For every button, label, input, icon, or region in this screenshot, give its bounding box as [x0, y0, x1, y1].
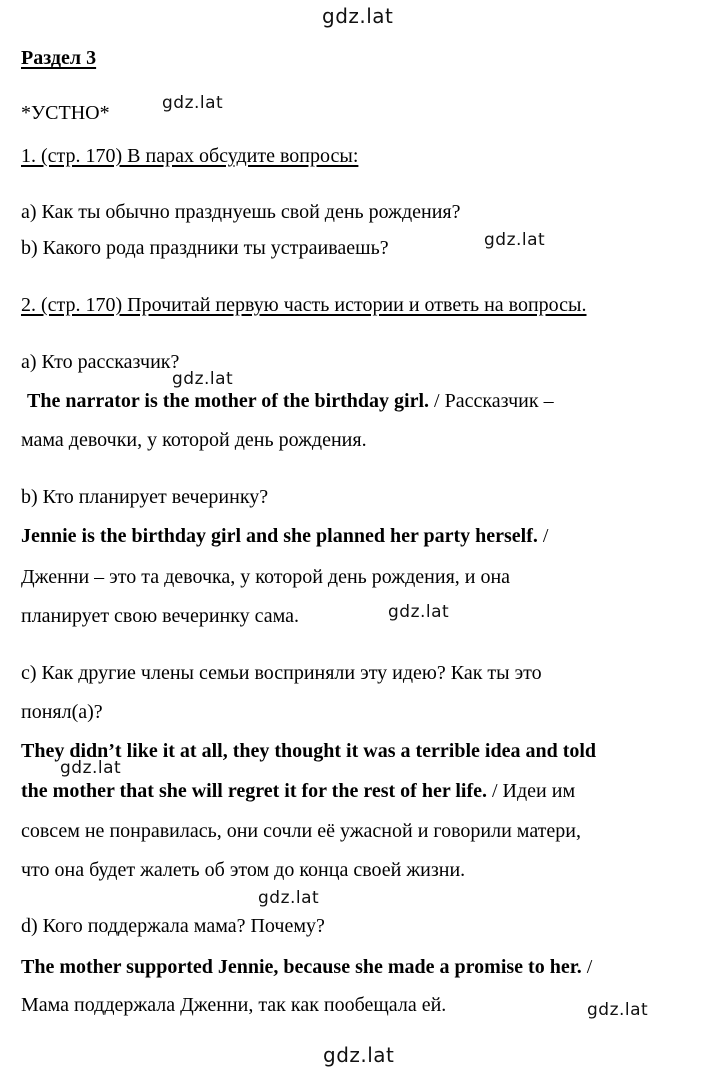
task-2-question-d: d) Кого поддержала мама? Почему? [21, 915, 325, 937]
answer-d-english: The mother supported Jennie, because she made a promise to her. [21, 956, 582, 978]
task-2-answer-a [27, 389, 554, 413]
watermark: gdz.lat [258, 888, 320, 908]
task-2-answer-d-russian: Мама поддержала Дженни, так как пообещала ей. [21, 994, 447, 1016]
task-2-answer-c-english: They didn’t like it at all, they thought it was a terrible idea and told [21, 740, 597, 762]
task-2-answer-a-continued: мама девочки, у которой день рождения. [21, 429, 367, 451]
task-2-heading: 2. (стр. 170) Прочитай первую часть истории и ответь на вопросы. [21, 294, 587, 316]
task-2-answer-c-russian: совсем не понравилась, они сочли её ужасной и говорили матери, [21, 820, 581, 842]
answer-c-russian-start: / Идеи им [487, 780, 576, 802]
watermark: gdz.lat [388, 602, 450, 622]
answer-c-english-end: the mother that she will regret it for the rest of her life. [21, 780, 487, 802]
oral-label: *УСТНО* [21, 102, 110, 124]
watermark: gdz.lat [484, 230, 546, 250]
task-1-question-a: a) Как ты обычно празднуешь свой день рождения? [21, 201, 461, 223]
watermark: gdz.lat [60, 758, 122, 778]
answer-b-separator: / [537, 525, 549, 547]
task-2-answer-b-russian: Дженни – это та девочка, у которой день рождения, и она [21, 566, 511, 588]
task-2-question-c-continued: понял(а)? [21, 701, 103, 723]
watermark: gdz.lat [587, 1000, 649, 1020]
task-1-question-b: b) Какого рода праздники ты устраиваешь? [21, 237, 389, 259]
watermark: gdz.lat [323, 1043, 395, 1067]
task-2-answer-d [21, 955, 592, 979]
answer-b-english: Jennie is the birthday girl and she planned her party herself. [21, 525, 538, 547]
watermark: gdz.lat [162, 93, 224, 113]
watermark: gdz.lat [322, 4, 394, 28]
watermark: gdz.lat [172, 369, 234, 389]
task-2-answer-c [21, 779, 575, 803]
task-1-heading: 1. (стр. 170) В парах обсудите вопросы: [21, 145, 359, 167]
task-2-answer-c-russian-continued: что она будет жалеть об этом до конца своей жизни. [21, 859, 466, 881]
task-2-answer-b-russian-continued: планирует свою вечеринку сама. [21, 605, 300, 627]
answer-d-separator: / [581, 956, 593, 978]
answer-a-english: The narrator is the mother of the birthday girl. [27, 390, 430, 412]
task-2-question-a: a) Кто рассказчик? [21, 351, 180, 373]
task-2-question-b: b) Кто планирует вечеринку? [21, 486, 269, 508]
task-2-question-c: c) Как другие члены семьи восприняли эту идею? Как ты это [21, 662, 542, 684]
task-2-answer-b [21, 524, 548, 548]
section-title: Раздел 3 [21, 47, 97, 69]
answer-a-russian-start: / Рассказчик – [429, 390, 554, 412]
